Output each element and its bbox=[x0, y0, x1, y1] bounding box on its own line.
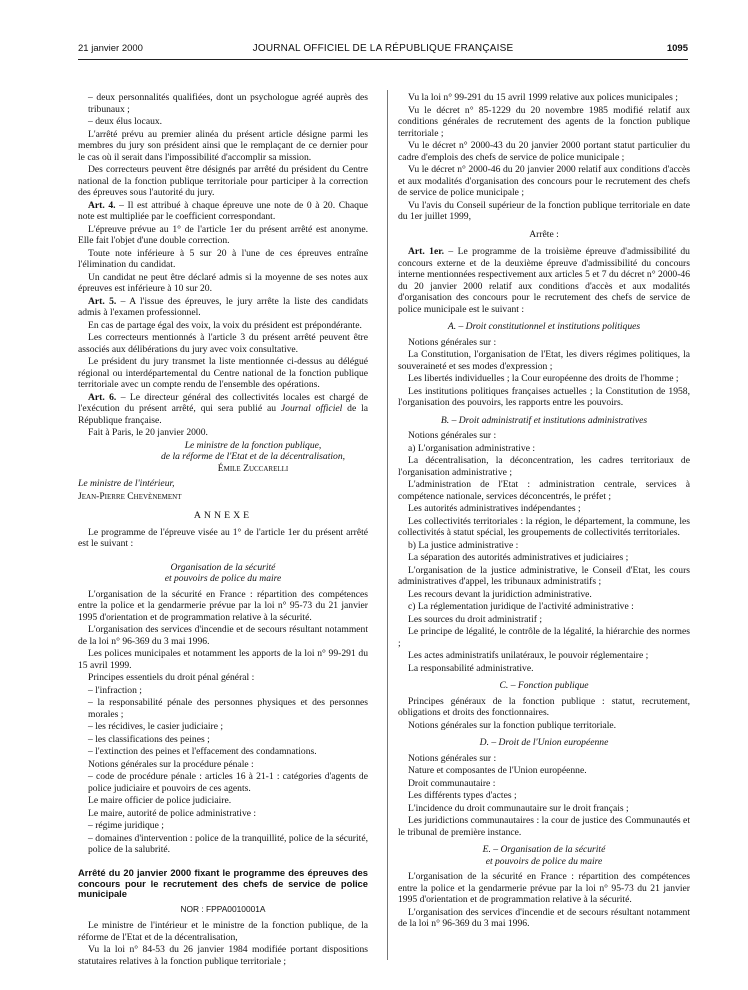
text-paragraph: Des correcteurs peuvent être désignés par arrêté du président du Centre national de la fonction publique territoriale pour participer à la correction des épreuves sous l'autorité du jury. bbox=[78, 164, 368, 198]
column-divider bbox=[387, 90, 388, 960]
text-paragraph: L'épreuve prévue au 1° de l'article 1er du présent arrêté est anonyme. Elle fait l'objet d'une double correction. bbox=[78, 223, 368, 246]
text-paragraph: La Constitution, l'organisation de l'Etat, les divers régimes politiques, la souveraineté et ses modes d'expression ; bbox=[398, 349, 690, 372]
text-paragraph: Les actes administratifs unilatéraux, le pouvoir réglementaire ; bbox=[408, 650, 649, 661]
section-heading-a: A. – Droit constitutionnel et institutions politiques bbox=[447, 321, 641, 332]
text-paragraph: Notions générales sur : bbox=[408, 752, 497, 764]
text-paragraph: Les recours devant la juridiction administrative. bbox=[408, 588, 592, 600]
text-paragraph: Droit communautaire : bbox=[408, 777, 496, 789]
text-paragraph: Le maire officier de police judiciaire. bbox=[88, 795, 232, 807]
visa-paragraph: Vu le décret n° 2000-46 du 20 janvier 2000 relatif aux conditions d'accès et aux modalités d'organisation des concours pour le recrutement des chefs de service de police municipale ; bbox=[398, 164, 690, 198]
text-paragraph: Un candidat ne peut être déclaré admis si la moyenne de ses notes aux épreuves est inférieure à 10 sur 20. bbox=[78, 271, 368, 294]
visa-paragraph: Vu la loi n° 99-291 du 15 avril 1999 relative aux polices municipales ; bbox=[408, 92, 678, 103]
text-paragraph: Vu la loi n° 84-53 du 26 janvier 1984 modifiée portant dispositions statutaires relatives à la fonction publique territoriale ; bbox=[78, 944, 368, 967]
text-paragraph: Notions générales sur la procédure pénale : bbox=[88, 758, 254, 770]
text-paragraph: La responsabilité administrative. bbox=[408, 662, 534, 674]
article-label: Art. 4. bbox=[88, 199, 116, 211]
header-title: JOURNAL OFFICIEL DE LA RÉPUBLIQUE FRANÇAISE bbox=[252, 43, 514, 54]
text-paragraph: Les libertés individuelles ; la Cour européenne des droits de l'homme ; bbox=[408, 373, 679, 384]
text-paragraph: L'organisation de la sécurité en France : répartition des compétences entre la police et la gendarmerie prévue par la loi n° 95-73 du 21 janvier 1995 d'orientation et de programmation relative à la sécurité. bbox=[398, 871, 690, 905]
text-paragraph: Principes généraux de la fonction publique : statut, recrutement, obligations et droits des fonctionnaires. bbox=[398, 695, 690, 718]
arrete-title: Arrêté du 20 janvier 2000 fixant le programme des épreuves des concours pour le recrutement des chefs de service de police municipale bbox=[78, 866, 368, 900]
article-label: Art. 5. bbox=[88, 295, 117, 307]
text-paragraph: Les différents types d'actes ; bbox=[408, 790, 517, 801]
article-text: – Le directeur général des collectivités locales est chargé de l'exécution du présent arrêté, qui sera publié au bbox=[78, 391, 368, 414]
section-heading-d: D. – Droit de l'Union européenne bbox=[479, 737, 609, 748]
left-column bbox=[78, 92, 368, 968]
text-paragraph: L'organisation de la sécurité en France : répartition des compétences entre la police et la gendarmerie prévue par la loi n° 95-73 du 21 janvier 1995 d'orientation et de programmation relative à la sécurité. bbox=[78, 588, 368, 623]
text-paragraph: Les juridictions communautaires : la cour de justice des Communautés et le tribunal de première instance. bbox=[398, 815, 690, 838]
text-paragraph: – deux élus locaux. bbox=[88, 116, 163, 127]
page-header bbox=[78, 43, 688, 60]
section-heading-line2: et pouvoirs de police du maire bbox=[485, 855, 603, 867]
text-paragraph: L'organisation de la justice administrative, le Conseil d'Etat, les cours administratives d'appel, les tribunaux administratifs ; bbox=[398, 564, 690, 587]
section-heading-c: C. – Fonction publique bbox=[499, 680, 589, 691]
text-paragraph: Toute note inférieure à 5 sur 20 à l'une de ces épreuves entraîne l'élimination du candidat. bbox=[78, 247, 368, 270]
text-paragraph: Les autorités administratives indépendantes ; bbox=[408, 503, 581, 514]
list-item: – la responsabilité pénale des personnes physiques et des personnes morales ; bbox=[88, 697, 368, 720]
list-item: – les classifications des peines ; bbox=[88, 733, 210, 745]
section-heading-line2: et pouvoirs de police du maire bbox=[164, 573, 282, 585]
text-paragraph: – deux personnalités qualifiées, dont un psychologue agréé auprès des tribunaux ; bbox=[88, 92, 368, 115]
text-paragraph: Le président du jury transmet la liste mentionnée ci-dessus au délégué régional ou interdépartemental du Centre national de la fonction publique territoriale avec un compte rendu de l'ensemble des opérations. bbox=[78, 356, 368, 390]
nor-reference: NOR : FPPA0010001A bbox=[180, 904, 266, 915]
text-paragraph: L'organisation des services d'incendie et de secours résultant notamment de la loi n° 96-369 du 3 mai 1996. bbox=[398, 906, 690, 929]
text-paragraph: a) L'organisation administrative : bbox=[408, 442, 536, 454]
text-paragraph: Les correcteurs mentionnés à l'article 3 du présent arrêté peuvent être associés aux délibérations du jury avec voix consultative. bbox=[78, 332, 368, 355]
section-heading-e bbox=[398, 844, 690, 867]
text-paragraph: Le principe de légalité, le contrôle de la légalité, la hiérarchie des normes ; bbox=[398, 626, 690, 649]
article-text-end: de la République française. bbox=[78, 403, 368, 426]
article-label: Art. 1er. bbox=[408, 246, 445, 257]
list-item: – code de procédure pénale : articles 16 à 21-1 : catégories d'agents de police judiciaire et pouvoirs de ces agents. bbox=[88, 771, 368, 794]
text-paragraph: Notions générales sur : bbox=[408, 430, 497, 441]
article-1 bbox=[398, 246, 690, 315]
text-paragraph: Le ministre de l'intérieur et le ministre de la fonction publique, de la réforme de l'Etat et de la décentralisation, bbox=[78, 920, 368, 943]
text-paragraph: La décentralisation, la déconcentration, les cadres territoriaux de l'organisation administrative ; bbox=[398, 455, 690, 478]
text-paragraph: b) La justice administrative : bbox=[408, 539, 519, 551]
text-paragraph: Les polices municipales et notamment les apports de la loi n° 99-291 du 15 avril 1999. bbox=[78, 648, 368, 671]
text-paragraph: Les sources du droit administratif ; bbox=[408, 613, 543, 625]
text-paragraph: Principes essentiels du droit pénal général : bbox=[88, 672, 255, 684]
section-heading bbox=[78, 562, 368, 585]
signatory-2-name: Jean-Pierre Chevènement bbox=[78, 490, 182, 502]
text-paragraph: Notions générales sur la fonction publique territoriale. bbox=[408, 719, 617, 731]
article-text: – Le programme de la troisième épreuve d'admissibilité du concours externe et de la deuxième épreuve d'admissibilité du concours interne mentionnées respectivement aux articles 5 et 7 du décret n° 2000-46 du 20 janvier 2000 relatif aux conditions d'accès et aux modalités d'organisation des concours pour le recrutement des chefs de service de police municipale est le suivant : bbox=[398, 246, 690, 315]
article-4 bbox=[78, 200, 368, 223]
article-6 bbox=[78, 392, 368, 427]
header-page-number: 1095 bbox=[666, 43, 688, 54]
text-paragraph: L'administration de l'Etat : administration centrale, services à compétence nationale, services déconcentrés, le préfet ; bbox=[398, 479, 690, 502]
annexe-heading: ANNEXE bbox=[193, 510, 253, 521]
signatory-1-name: Émile Zuccarelli bbox=[217, 462, 289, 474]
text-paragraph: Les collectivités territoriales : la région, le département, la commune, les collectivités à statut spécial, les groupements de collectivités territoriales. bbox=[398, 515, 690, 538]
list-item: – les récidives, le casier judiciaire ; bbox=[88, 721, 224, 733]
signatory-1-title-line2: de la réforme de l'Etat et de la décentralisation, bbox=[160, 451, 346, 462]
header-date: 21 janvier 2000 bbox=[78, 43, 143, 54]
text-paragraph: La séparation des autorités administratives et judiciaires ; bbox=[408, 552, 629, 563]
list-item: – l'infraction ; bbox=[88, 684, 142, 696]
section-heading-line1: Organisation de la sécurité bbox=[170, 561, 276, 573]
article-text: – A l'issue des épreuves, le jury arrête la liste des candidats admis à l'examen professionnel. bbox=[78, 295, 368, 318]
list-item: – l'extinction des peines et l'effacement des condamnations. bbox=[88, 746, 317, 758]
article-label: Art. 6. bbox=[88, 391, 117, 403]
text-paragraph: Notions générales sur : bbox=[408, 336, 497, 348]
right-column bbox=[398, 92, 690, 931]
journal-officiel-ref: Journal officiel bbox=[280, 403, 343, 414]
text-paragraph: L'arrêté prévu au premier alinéa du présent article désigne parmi les membres du jury son président ainsi que le remplaçant de ce dernier pour le cas où il serait dans l'impossibilité d'accomplir sa mission. bbox=[78, 128, 368, 163]
text-paragraph: L'organisation des services d'incendie et de secours résultant notamment de la loi n° 96-369 du 3 mai 1996. bbox=[78, 624, 368, 647]
text-paragraph: Nature et composantes de l'Union européenne. bbox=[408, 765, 587, 776]
visa-paragraph: Vu l'avis du Conseil supérieur de la fonction publique territoriale en date du 1er juillet 1999, bbox=[398, 199, 690, 222]
signatory-1-title-line1: Le ministre de la fonction publique, bbox=[184, 439, 322, 451]
signatory-2-title: Le ministre de l'intérieur, bbox=[78, 478, 175, 489]
text-paragraph: Le maire, autorité de police administrative : bbox=[88, 807, 257, 819]
text-paragraph: c) La réglementation juridique de l'activité administrative : bbox=[408, 601, 634, 612]
section-heading-b: B. – Droit administratif et institutions administratives bbox=[440, 414, 648, 426]
article-text: – Il est attribué à chaque épreuve une note de 0 à 20. Chaque note est multipliée par le coefficient correspondant. bbox=[78, 199, 369, 222]
annexe-intro: Le programme de l'épreuve visée au 1° de l'article 1er du présent arrêté est le suivant : bbox=[78, 526, 368, 550]
text-paragraph: Les institutions politiques françaises actuelles ; la Constitution de 1958, l'organisation des pouvoirs, les rapports entre les pouvoirs. bbox=[398, 385, 690, 408]
article-5 bbox=[78, 296, 368, 319]
section-heading-line1: E. – Organisation de la sécurité bbox=[482, 844, 606, 855]
text-paragraph: L'incidence du droit communautaire sur le droit français ; bbox=[408, 802, 629, 814]
visa-paragraph: Vu le décret n° 85-1229 du 20 novembre 1985 modifié relatif aux conditions générales de recrutement des agents de la fonction publique territoriale ; bbox=[398, 104, 690, 139]
visa-paragraph: Vu le décret n° 2000-43 du 20 janvier 2000 portant statut particulier du cadre d'emplois des chefs de service de police municipale ; bbox=[398, 140, 690, 163]
signing-place-date: Fait à Paris, le 20 janvier 2000. bbox=[88, 427, 208, 438]
arrete-word: Arrête : bbox=[529, 228, 559, 240]
text-paragraph: En cas de partage égal des voix, la voix du président est prépondérante. bbox=[88, 319, 362, 331]
list-item: – domaines d'intervention : police de la tranquillité, police de la sécurité, police de la salubrité. bbox=[88, 832, 368, 856]
list-item: – régime juridique ; bbox=[88, 820, 164, 832]
